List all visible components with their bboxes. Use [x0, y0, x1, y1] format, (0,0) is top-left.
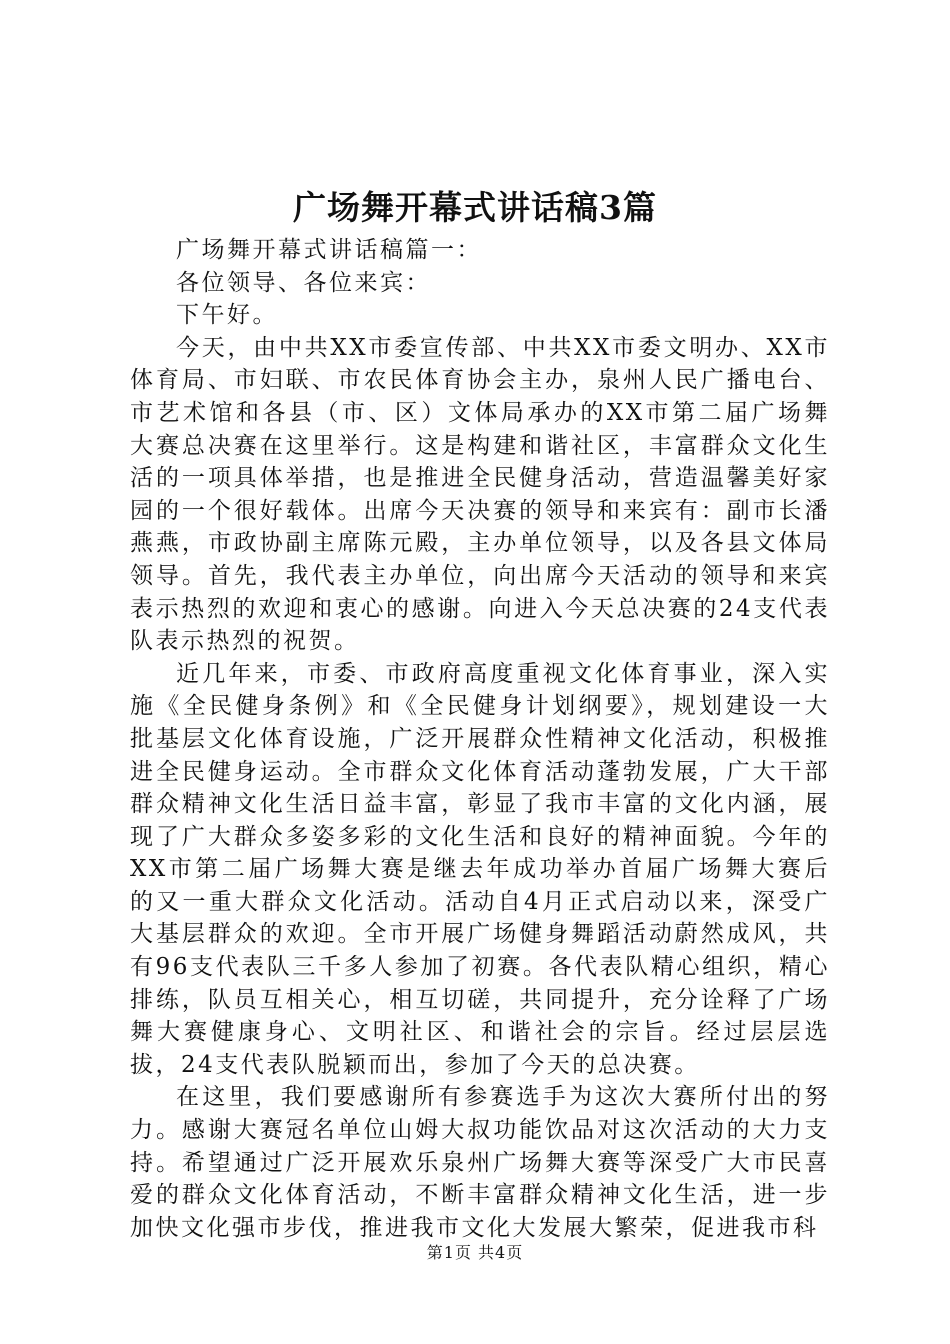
paragraph-salutation: 各位领导、各位来宾：: [176, 269, 431, 296]
page-number-footer: 第1页 共4页: [426, 1243, 524, 1262]
paragraph-body: 近几年来，市委、市政府高度重视文化体育事业，深入实施《全民健身条例》和《全民健身计划纲要》，规划建设一大批基层文化体育设施，广泛开展群众性精神文化活动，积极推进全民健身运动。全市群众文化体育活动蓬勃发展，广大干部群众精神文化生活日益丰富，彰显了我市丰富的文化内涵，展现了广大群众多姿多彩的文化生活和良好的精神面貌。今年的XX市第二届广场舞大赛是继去年成功举办首届广场舞大赛后的又一重大群众文化活动。活动自4月正式启动以来，深受广大基层群众的欢迎。全市开展广场健身舞蹈活动蔚然成风，共有96支代表队三千多人参加了初赛。各代表队精心组织，精心排练，队员互相关心，相互切磋，共同提升，充分诠释了广场舞大赛健康身心、文明社区、和谐社会的宗旨。经过层层选拔，24支代表队脱颖而出，参加了今天的总决赛。: [130, 660, 830, 1078]
paragraph-greeting: 下午好。: [176, 302, 278, 329]
document-body: [130, 234, 830, 1244]
document-title: 广场舞开幕式讲话稿3篇: [293, 188, 657, 227]
paragraph-body: 在这里，我们要感谢所有参赛选手为这次大赛所付出的努力。感谢大赛冠名单位山姆大叔功能饮品对这次活动的大力支持。希望通过广泛开展欢乐泉州广场舞大赛等深受广大市民喜爱的群众文化体育活动，不断丰富群众精神文化生活，进一步加快文化强市步伐，推进我市文化大发展大繁荣，促进我市科: [130, 1084, 830, 1241]
paragraph-body: 今天，由中共XX市委宣传部、中共XX市委文明办、XX市体育局、市妇联、市农民体育协会主办，泉州人民广播电台、市艺术馆和各县（市、区）文体局承办的XX市第二届广场舞大赛总决赛在这里举行。这是构建和谐社区，丰富群众文化生活的一项具体举措，也是推进全民健身活动，营造温馨美好家园的一个很好载体。出席今天决赛的领导和来宾有：副市长潘燕燕，市政协副主席陈元殿，主办单位领导，以及各县文体局领导。首先，我代表主办单位，向出席今天活动的领导和来宾表示热烈的欢迎和衷心的感谢。向进入今天总决赛的24支代表队表示热烈的祝贺。: [130, 334, 830, 655]
paragraph-heading: 广场舞开幕式讲话稿篇一：: [176, 237, 482, 263]
